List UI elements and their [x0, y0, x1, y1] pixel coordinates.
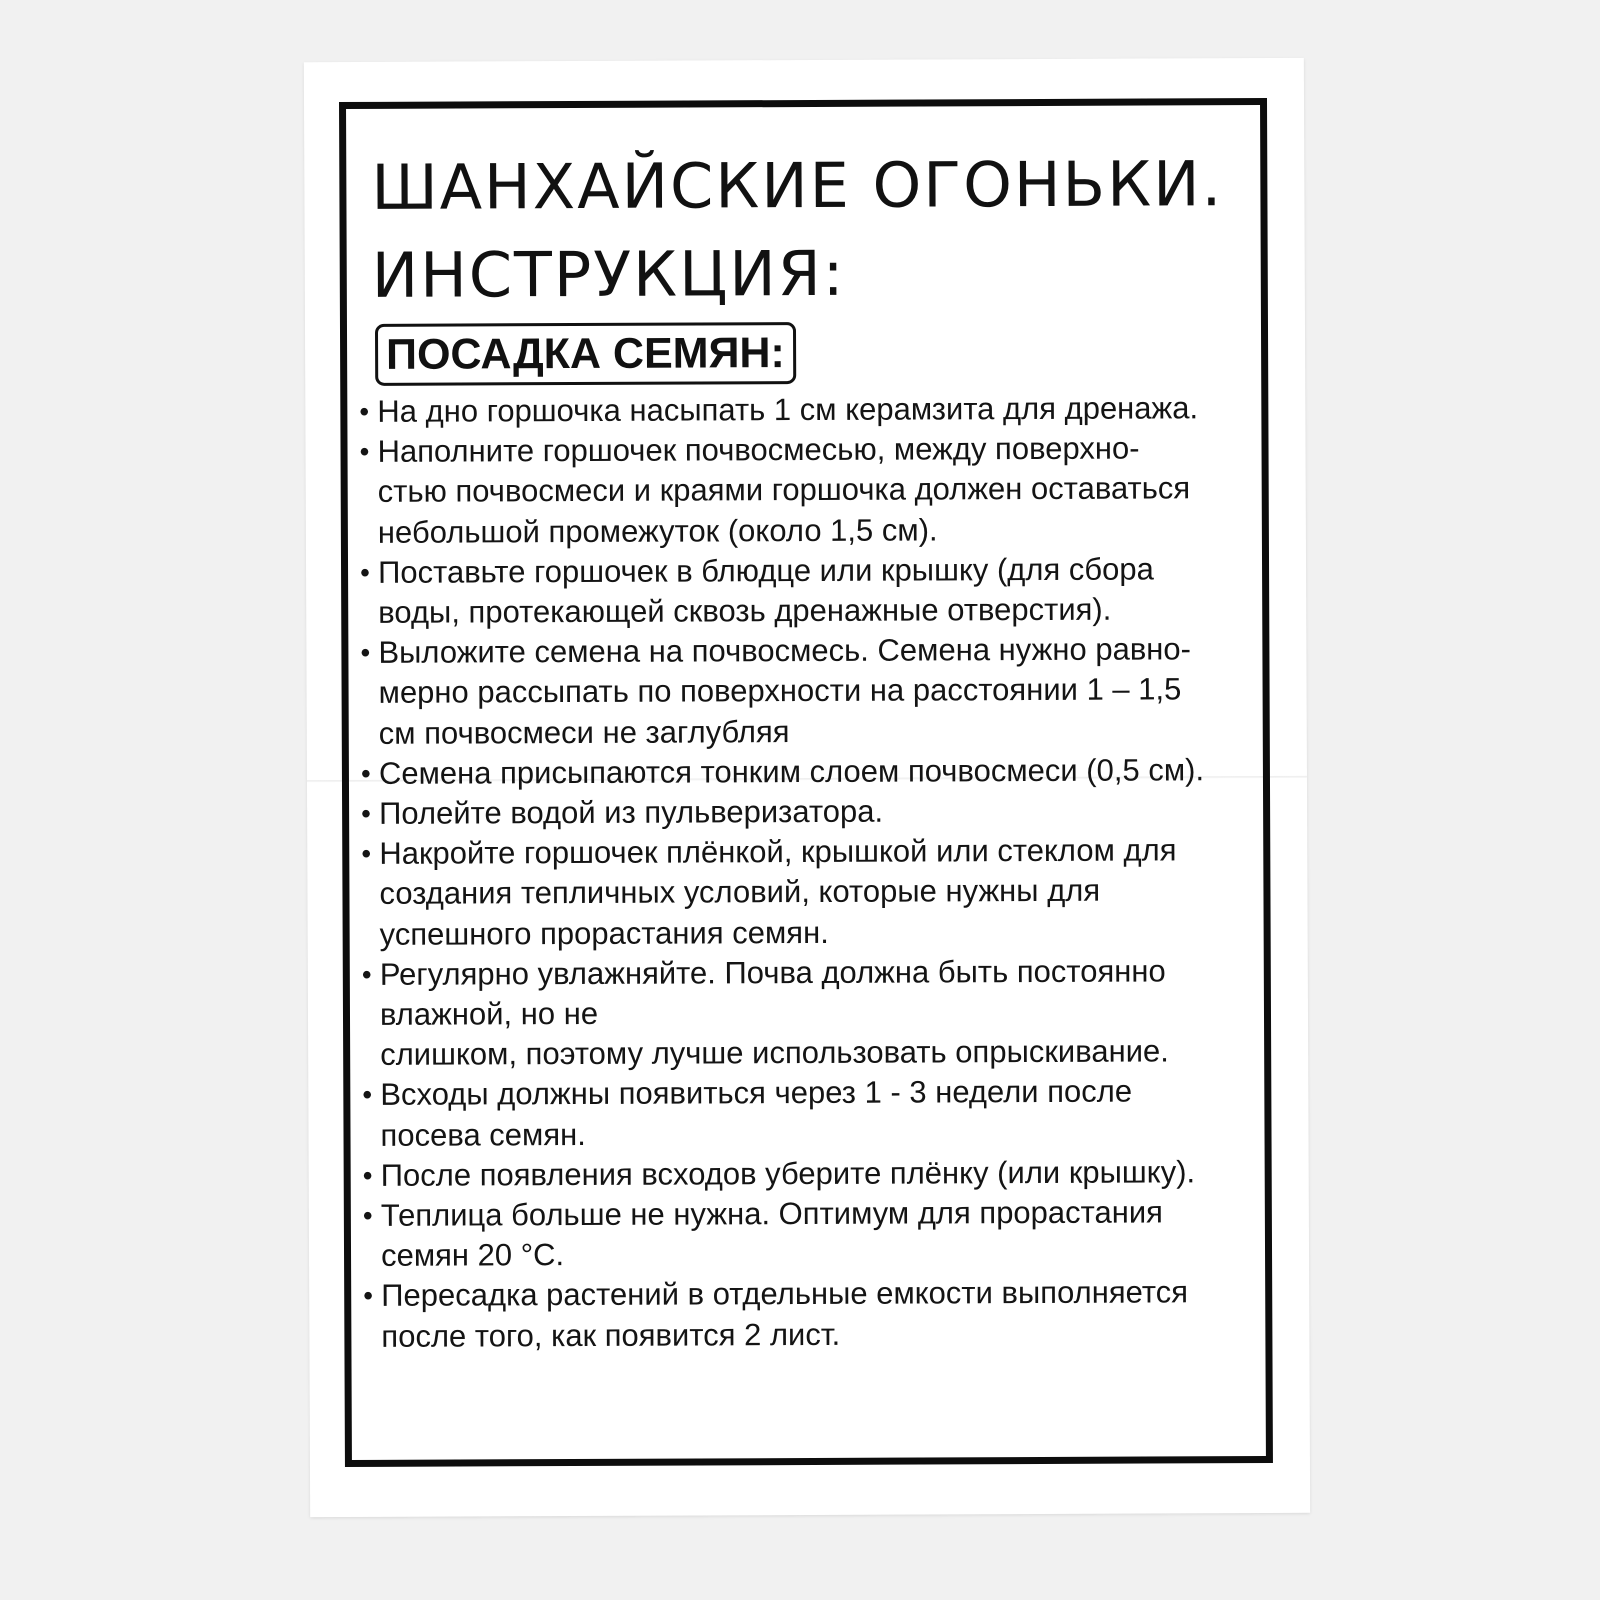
- steps-list: [357, 388, 1271, 1357]
- step-text-line: небольшой промежуток (около 1,5 см).: [377, 512, 938, 550]
- list-item: [361, 1152, 1271, 1196]
- step-text-line: влажной, но не: [379, 995, 599, 1032]
- list-item: [359, 750, 1269, 794]
- title-line: ШАНХАЙСКИЕ ОГОНЬКИ.: [371, 147, 1224, 224]
- step-text-line: Всходы должны появиться через 1 - 3 недели после: [380, 1074, 1133, 1113]
- list-item: [360, 1071, 1270, 1155]
- list-item: [360, 951, 1271, 1076]
- step-text-line: Наполните горшочек почвосмесью, между поверхно-: [377, 430, 1140, 470]
- bullet-icon: •: [360, 637, 371, 669]
- bullet-icon: •: [362, 1199, 373, 1232]
- step-text-line: Регулярно увлажняйте. Почва должна быть постоянно: [379, 953, 1166, 992]
- section-heading: ПОСАДКА СЕМЯН:: [375, 322, 796, 386]
- step-text-line: успешного прорастания семян.: [379, 914, 829, 952]
- list-item: [361, 1192, 1271, 1276]
- step-text-line: после того, как появится 2 лист.: [381, 1316, 841, 1354]
- bullet-icon: •: [359, 395, 370, 427]
- step-text-line: На дно горшочка насыпать 1 см керамзита для дренажа.: [377, 390, 1199, 429]
- step-text-line: воды, протекающей сквозь дренажные отверстия).: [378, 591, 1112, 630]
- bullet-icon: •: [361, 838, 372, 870]
- step-text-line: слишком, поэтому лучше использовать опрыскивание.: [380, 1033, 1169, 1073]
- bullet-icon: •: [362, 1159, 373, 1191]
- bullet-icon: •: [361, 958, 372, 990]
- step-text-line: посева семян.: [380, 1116, 586, 1153]
- step-text-line: Поставьте горшочек в блюдце или крышку (для сбора: [377, 551, 1154, 590]
- step-text-line: Выложите семена на почвосмесь. Семена нужно равно-: [378, 631, 1192, 671]
- bullet-icon: •: [362, 1079, 373, 1111]
- bullet-icon: •: [363, 1280, 374, 1312]
- step-text-line: мерно рассыпать по поверхности на расстоянии 1 – 1,5: [378, 671, 1182, 711]
- list-item: [358, 629, 1269, 754]
- step-text-line: стью почвосмеси и краями горшочка должен оставаться: [377, 470, 1191, 510]
- step-text-line: После появления всходов уберите плёнку (или крышку).: [380, 1154, 1196, 1193]
- bullet-icon: •: [359, 556, 370, 588]
- step-text-line: семян 20 °C.: [380, 1237, 565, 1274]
- bullet-icon: •: [359, 436, 370, 468]
- page-title: [371, 140, 1224, 320]
- bullet-icon: •: [361, 797, 371, 829]
- list-item: [357, 388, 1267, 432]
- bullet-icon: •: [360, 757, 371, 789]
- step-text-line: Теплица больше не нужна. Оптимум для прорастания: [380, 1194, 1164, 1233]
- step-text-line: Семена присыпаются тонким слоем почвосмеси (0,5 см).: [378, 752, 1205, 791]
- step-text-line: см почвосмеси не заглубляя: [378, 713, 790, 751]
- step-text-line: Полейте водой из пульверизатора.: [379, 793, 884, 831]
- step-text-line: Пересадка растений в отдельные емкости выполняется: [381, 1274, 1189, 1314]
- list-item: [359, 790, 1269, 834]
- list-item: [361, 1272, 1271, 1356]
- step-text-line: Накройте горшочек плёнкой, крышкой или стеклом для: [379, 832, 1177, 872]
- instruction-sheet: [304, 58, 1310, 1517]
- content-frame: [339, 98, 1273, 1467]
- step-text-line: создания тепличных условий, которые нужны для: [379, 873, 1101, 912]
- list-item: [358, 549, 1268, 633]
- list-item: [359, 830, 1270, 955]
- list-item: [357, 428, 1268, 553]
- title-line: ИНСТРУКЦИЯ:: [371, 236, 846, 312]
